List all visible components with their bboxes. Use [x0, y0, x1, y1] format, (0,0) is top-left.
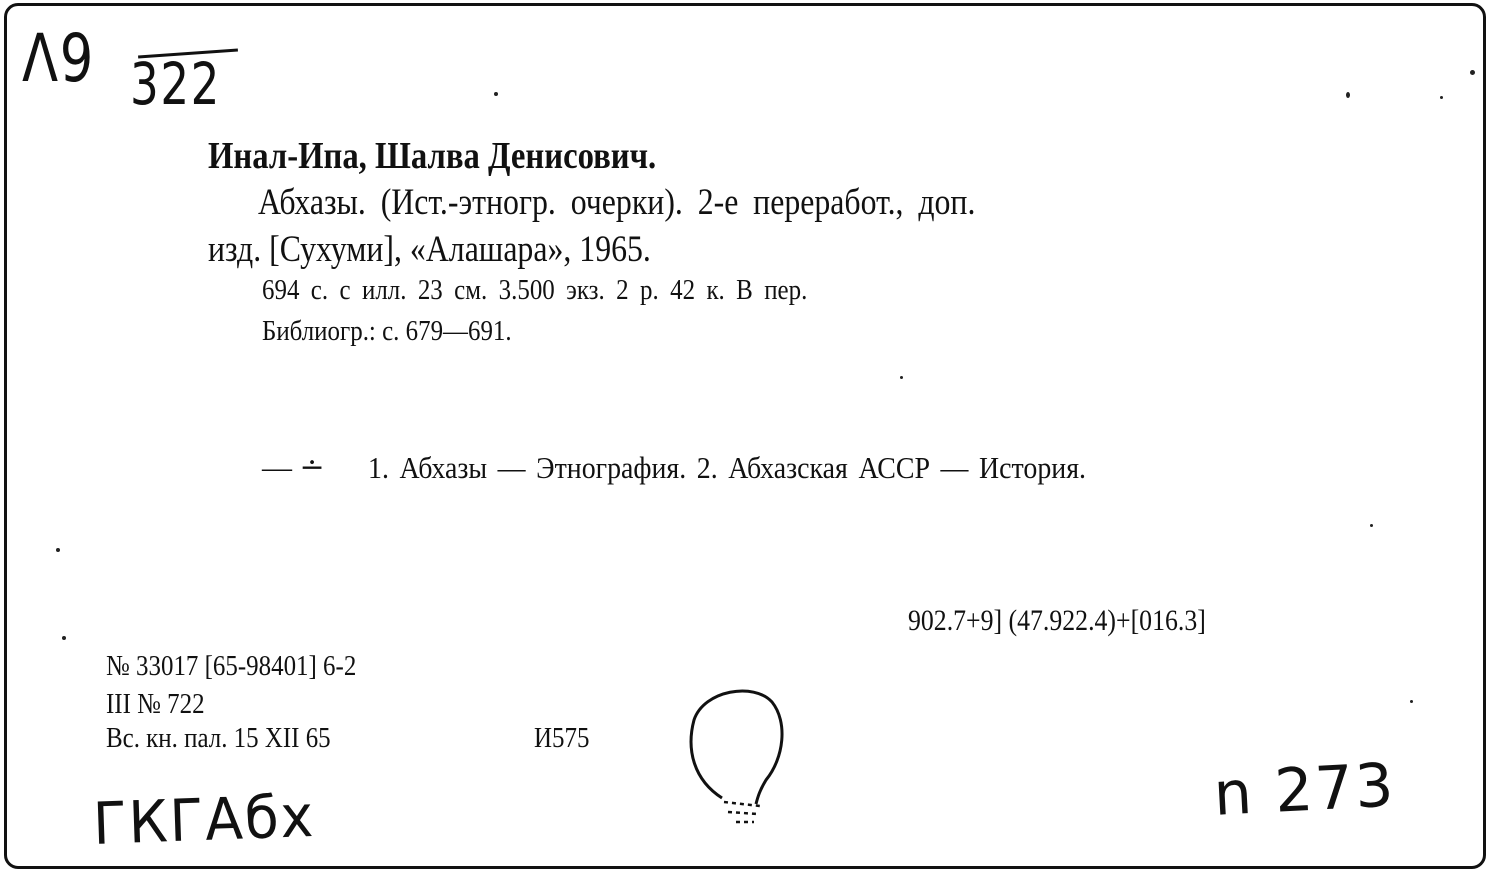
- call-number-main: Λ9: [22, 20, 95, 97]
- title-line-1: Абхазы. (Ист.-этногр. очерки). 2-е переработ., доп.: [258, 182, 976, 223]
- handwritten-stamp-left: ГКГАбх: [92, 781, 317, 858]
- registration-line-1: № 33017 [65-98401] 6-2: [106, 650, 357, 682]
- registration-line-3: Вс. кн. пал. 15 XII 65: [106, 722, 331, 754]
- registration-line-2: III № 722: [106, 688, 205, 720]
- physical-description: 694 с. с илл. 23 см. 3.500 экз. 2 р. 42 к. В пер.: [262, 274, 808, 306]
- paper-speck: [1440, 96, 1443, 99]
- classification-index: 902.7+9] (47.922.4)+[016.3]: [908, 604, 1206, 637]
- registration-code: И575: [534, 722, 590, 754]
- call-number-sub: 322: [130, 50, 222, 118]
- paper-speck: [900, 376, 903, 379]
- paper-speck: [62, 636, 66, 640]
- lightbulb-mark-icon: [684, 680, 794, 830]
- paper-speck: [1410, 700, 1413, 703]
- title-line-2: изд. [Сухуми], «Алашара», 1965.: [208, 229, 651, 270]
- subject-headings: 1. Абхазы — Этнография. 2. Абхазская АССР — История.: [368, 450, 1087, 485]
- paper-speck: [1346, 92, 1350, 98]
- bibliography-note: Библиогр.: с. 679—691.: [262, 315, 512, 347]
- subject-dashes: — ∸: [262, 451, 325, 484]
- paper-speck: [56, 548, 60, 552]
- paper-speck: [1370, 524, 1373, 527]
- author-heading: Инал-Ипа, Шалва Денисович.: [208, 135, 657, 177]
- paper-speck: [1470, 70, 1475, 75]
- paper-speck: [494, 92, 498, 96]
- handwritten-stamp-right: n 273: [1212, 750, 1398, 830]
